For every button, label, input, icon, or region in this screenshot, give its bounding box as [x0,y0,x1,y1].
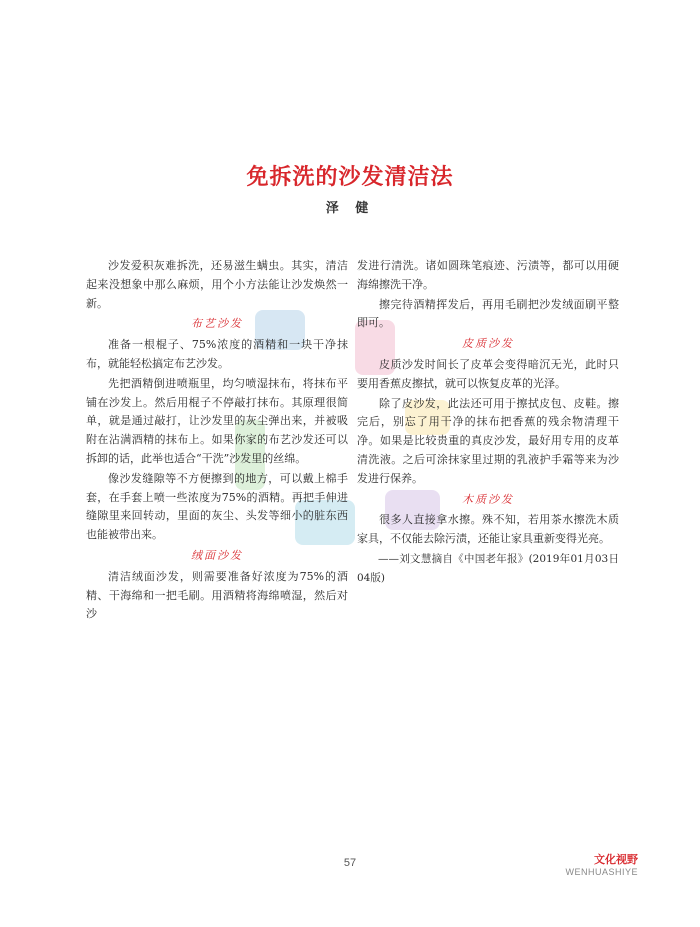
intro-paragraph: 沙发爱积灰难拆洗，还易滋生螨虫。其实，清洁起来没想象中那么麻烦，用个小方法能让沙发焕然一新。 [86,259,348,310]
brand-en: WENHUASHIYE [565,867,638,877]
paragraph: 像沙发缝隙等不方便擦到的地方，可以戴上棉手套，在手套上喷一些浓度为75%的酒精。再把手伸进缝隙里来回转动，里面的灰尘、头发等细小的脏东西也能被带出来。 [86,471,348,542]
brand-cn: 文化视野 [594,854,638,866]
paragraph: 准备一根棍子、75%浓度的酒精和一块干净抹布，就能轻松搞定布艺沙发。 [86,338,348,370]
paragraph: 皮质沙发时间长了皮革会变得暗沉无光，此时只要用香蕉皮擦拭，就可以恢复皮革的光泽。 [357,357,619,390]
section-heading-fabric: 布艺沙发 [191,317,243,331]
section-heading-leather: 皮质沙发 [462,337,514,351]
source-citation: ——刘文慧摘自《中国老年报》(2019年01月03日04版) [357,552,619,584]
paragraph: 除了皮沙发，此法还可用于擦拭皮包、皮鞋。擦完后，别忘了用干净的抹布把香蕉的残余物清理干净。如果是比较贵重的真皮沙发，最好用专用的皮革清洗液。之后可涂抹家里过期的乳液护手霜等来为沙发进行保养。 [357,396,619,485]
left-column [86,257,348,625]
right-column [357,257,619,589]
paragraph: 清洁绒面沙发，则需要准备好浓度为75%的酒精、干海绵和一把毛刷。用酒精将海绵喷湿，然后对沙 [86,569,348,621]
article-author: 泽 健 [325,201,375,216]
paragraph-continued: 发进行清洗。诸如圆珠笔痕迹、污渍等，都可以用硬海绵擦洗干净。 [357,259,619,291]
paragraph: 很多人直接拿水擦。殊不知，若用茶水擦洗木质家具，不仅能去除污渍，还能让家具重新变得光亮。 [357,513,619,546]
page-number: 57 [343,857,357,869]
paragraph: 先把酒精倒进喷瓶里，均匀喷湿抹布，将抹布平铺在沙发上。然后用棍子不停敲打抹布。其原理很简单，就是通过敲打，让沙发里的灰尘弹出来，并被吸附在沾满酒精的抹布上。如果你家的布艺沙发还可以拆卸的话，此举也适合“干洗”沙发里的丝绵。 [86,376,348,465]
article-title: 免拆洗的沙发清洁法 [246,164,454,190]
section-heading-wood: 木质沙发 [462,492,514,506]
section-heading-velvet: 绒面沙发 [191,548,243,562]
paragraph: 擦完待酒精挥发后，再用毛刷把沙发绒面刷平整即可。 [357,297,619,330]
section-brand [565,851,638,877]
